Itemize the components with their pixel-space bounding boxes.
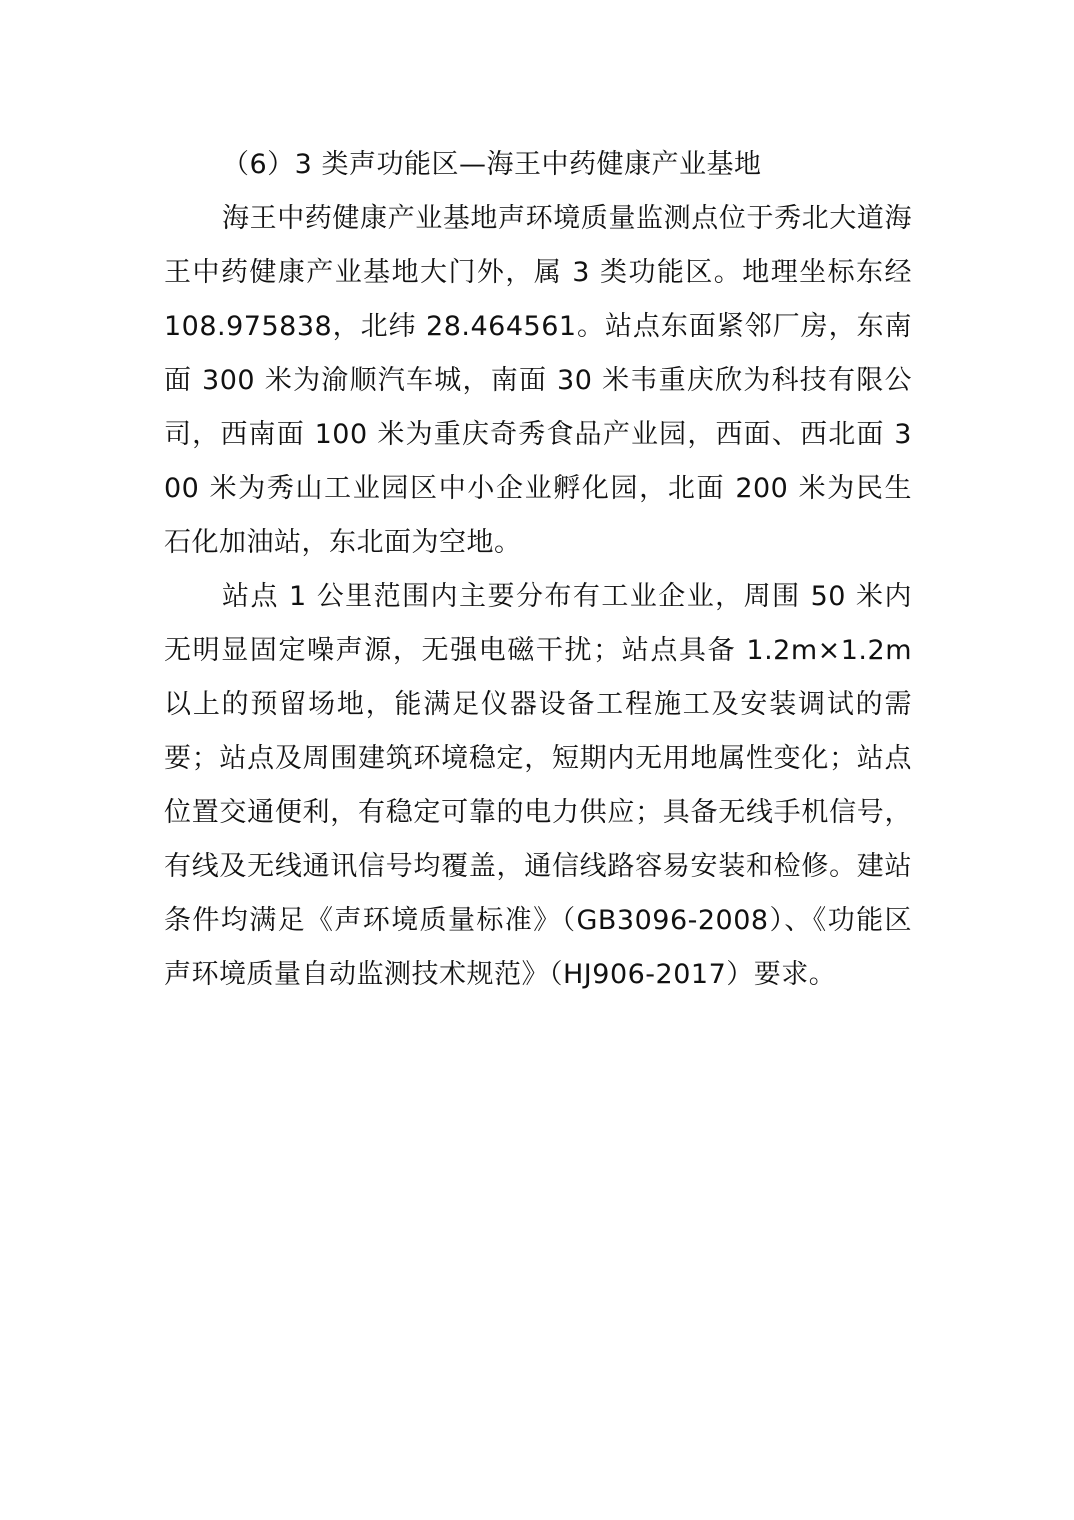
document-body [164,138,912,1002]
section-heading: （6）3 类声功能区—海王中药健康产业基地 [222,149,762,180]
paragraph-site-location: 海王中药健康产业基地声环境质量监测点位于秀北大道海王中药健康产业基地大门外，属 3 类功能区。地理坐标东经 108.975838，北纬 28.464561。站点东面紧邻厂房，东南面 300 米为渝顺汽车城，南面 30 米韦重庆欣为科技有限公司，西南面 100 米为重庆奇秀食品产业园，西面、西北面 300 米为秀山工业园区中小企业孵化园，北面 200 米为民生石化加油站，东北面为空地。 [164,203,912,558]
paragraph-site-conditions: 站点 1 公里范围内主要分布有工业企业，周围 50 米内无明显固定噪声源，无强电磁干扰；站点具备 1.2m×1.2m 以上的预留场地，能满足仪器设备工程施工及安装调试的需要；站点及周围建筑环境稳定，短期内无用地属性变化；站点位置交通便利，有稳定可靠的电力供应；具备无线手机信号，有线及无线通讯信号均覆盖，通信线路容易安装和检修。建站条件均满足《声环境质量标准》（GB3096-2008）、《功能区声环境质量自动监测技术规范》（HJ906-2017）要求。 [164,581,912,990]
